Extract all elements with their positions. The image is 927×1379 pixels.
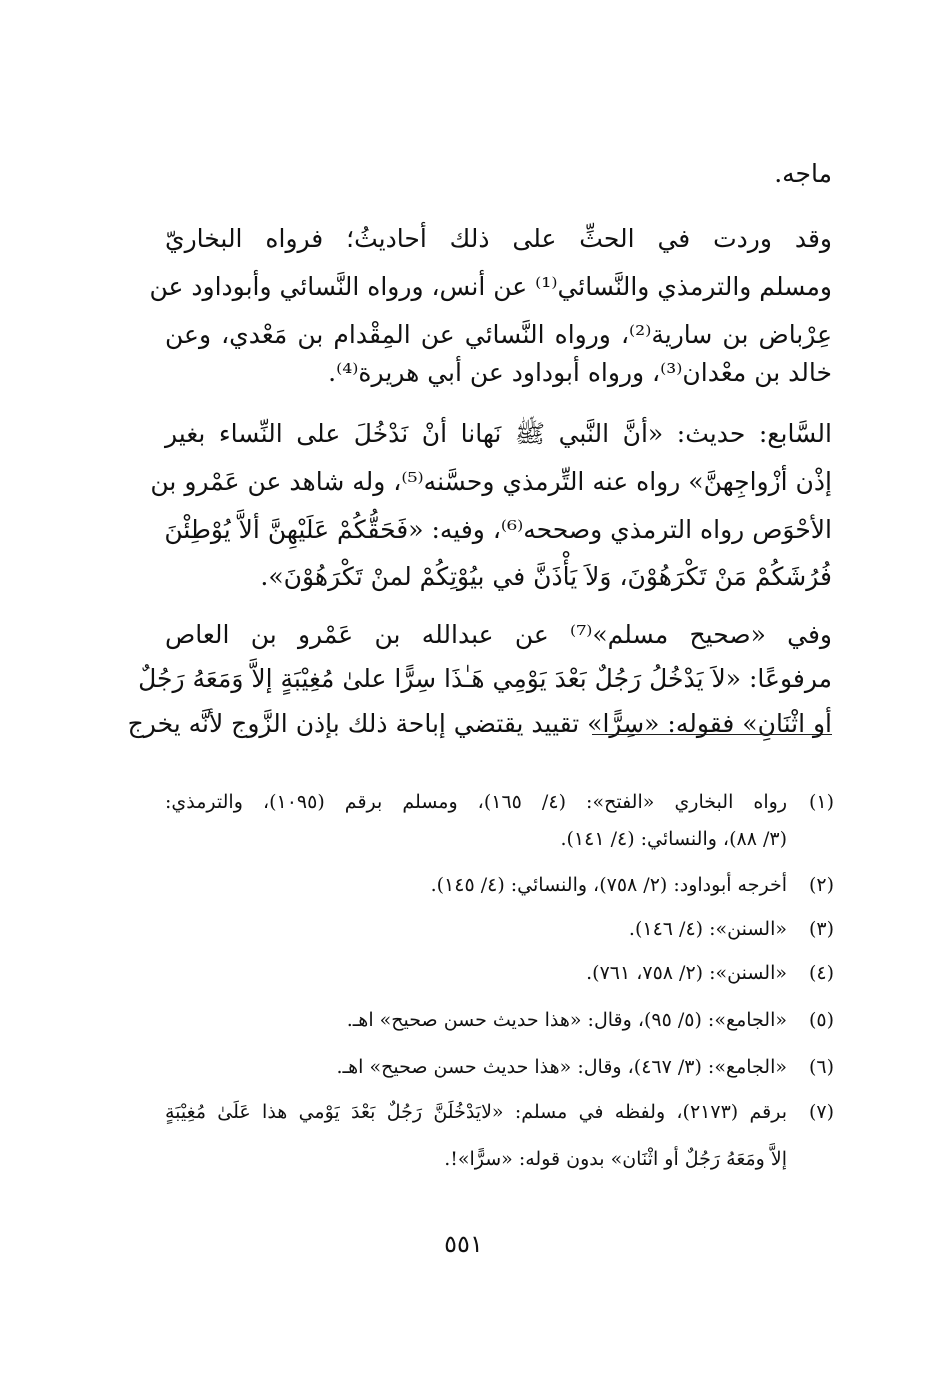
body-line-6: السَّابع: حديث: «أنَّ النَّبي ﷺ نَهانا أنْ نَدْخُلَ على النِّساء بغير xyxy=(165,419,832,448)
footnote-6-text: «الجامع»: (٣/ ٤٦٧)، وقال: «هذا حديث حسن صحيح» اهـ. xyxy=(336,1056,787,1078)
footnote-2-text: أخرجه أبوداود: (٢/ ٧٥٨)، والنسائي: (٤/ ١٤٥). xyxy=(430,874,787,896)
footnote-1-line-2: (٣/ ٨٨)، والنسائي: (٤/ ١٤١). xyxy=(560,828,787,850)
footnote-4-text: «السنن»: (٢/ ٧٥٨، ٧٦١). xyxy=(586,962,787,984)
footnote-5-text: «الجامع»: (٥/ ٩٥)، وقال: «هذا حديث حسن صحيح» اهـ. xyxy=(346,1009,787,1031)
footnote-7-line-2: إلاَّ ومَعَهُ رَجُلٌ أو اثْنَان» بدون قوله: «سرًّا»!. xyxy=(444,1148,787,1170)
footnote-7-line-1: برقم (٢١٧٣)، ولفظه في مسلم: «لايَدْخُلَنَّ رَجُلٌ بَعْدَ يَوْمي هذا عَلَىٰ مُغِيْبَةٍ xyxy=(165,1101,787,1123)
footnote-number-5: (٥) xyxy=(808,1009,834,1031)
body-line-12: أو اثْنَانِ» فقوله: «سِرًّا» تقييد يقتضي إباحة ذلك بإذن الزَّوج لأنَّه يخرج xyxy=(127,709,832,738)
body-line-1: ماجه. xyxy=(774,159,832,188)
footnote-number-6: (٦) xyxy=(808,1056,834,1078)
footnote-separator xyxy=(592,734,832,735)
footnote-number-7: (٧) xyxy=(808,1101,834,1123)
body-line-4: عِرْباض بن سارية⁽²⁾، ورواه النَّسائي عن المِقْدام بن مَعْدي، وعن xyxy=(165,320,832,349)
body-line-7: إذْن أزْواجِهنَّ» رواه عنه التِّرمذي وحسَّنه⁽⁵⁾، وله شاهد عن عَمْرو بن xyxy=(150,467,832,496)
footnote-3-text: «السنن»: (٤/ ١٤٦). xyxy=(628,918,787,940)
body-line-5: خالد بن معْدان⁽³⁾، ورواه أبوداود عن أبي هريرة⁽⁴⁾. xyxy=(328,358,832,387)
footnote-1-line-1: رواه البخاري «الفتح»: (٤/ ١٦٥)، ومسلم برقم (١٠٩٥)، والترمذي: xyxy=(165,791,787,813)
footnote-number-2: (٢) xyxy=(808,874,834,896)
page-number: ٥٥١ xyxy=(444,1230,483,1258)
body-line-2: وقد وردت في الحثِّ على ذلك أحاديثُ؛ فرواه البخاريّ xyxy=(165,224,832,253)
footnote-number-1: (١) xyxy=(808,791,834,813)
body-line-3: ومسلم والترمذي والنَّسائي⁽¹⁾ عن أنس، ورواه النَّسائي وأبوداود عن xyxy=(149,272,832,301)
footnote-number-3: (٣) xyxy=(808,918,834,940)
body-line-11: مرفوعًا: «لاَ يَدْخُلُ رَجُلٌ بَعْدَ يَوْمِي هَـٰذَا سِرًّا علىٰ مُغِيْبَةٍ إلاَّ وَمَعَهُ رَجُلٌ xyxy=(138,664,832,693)
body-line-9: فُرُشَكُمْ مَنْ تَكْرَهُوْنَ، وَلاَ يَأْذَنَّ في بيُوْتِكُمْ لمنْ تَكْرَهُوْنَ». xyxy=(260,562,832,591)
footnote-number-4: (٤) xyxy=(808,962,834,984)
body-line-8: الأحْوَص رواه الترمذي وصححه⁽⁶⁾، وفيه: «فَحَقُّكُمْ عَلَيْهِنَّ ألاَّ يُوْطِئْنَ xyxy=(164,515,832,544)
body-line-10: وفي «صحيح مسلم»⁽⁷⁾ عن عبدالله بن عَمْرو بن العاص xyxy=(165,620,832,649)
